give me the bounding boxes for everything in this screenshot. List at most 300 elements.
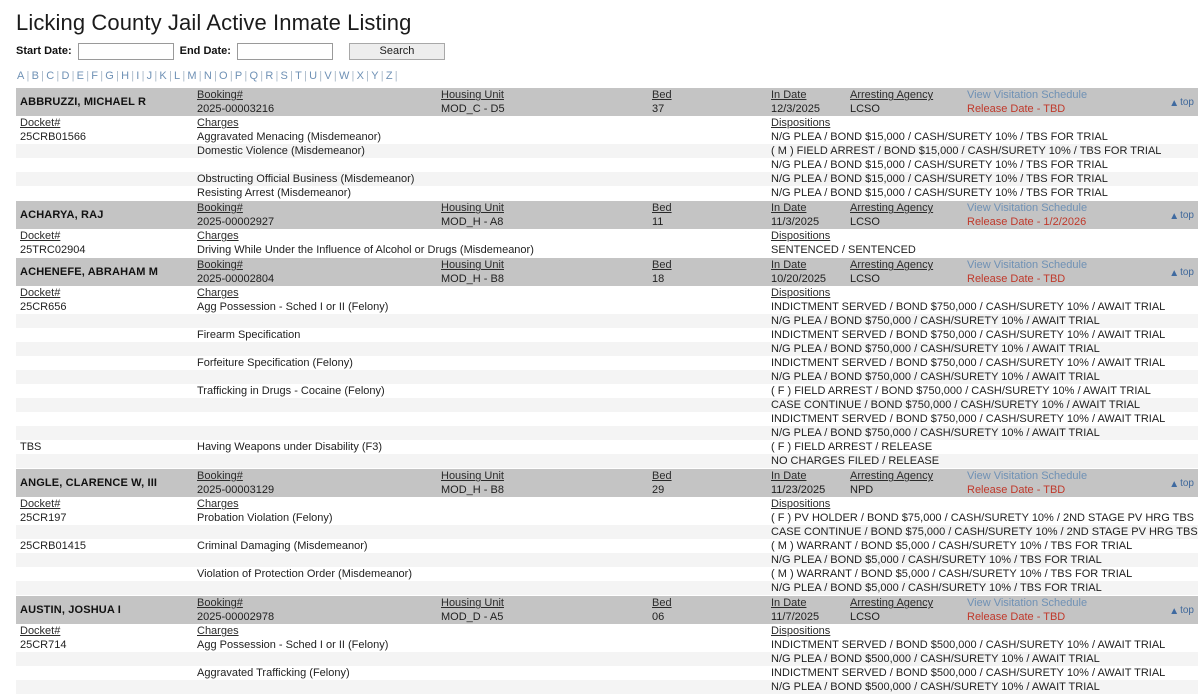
charges-column-header-label: Charges — [197, 230, 239, 243]
arresting-agency-column-header — [846, 88, 963, 103]
disposition-cell — [767, 314, 1198, 328]
charge-cell — [193, 440, 767, 454]
alpha-nav-letter-x[interactable]: X — [356, 70, 365, 83]
housing-unit-column-header-label: Housing Unit — [441, 597, 504, 610]
alpha-nav-separator: | — [168, 70, 172, 83]
booking-number-value — [193, 272, 437, 286]
docket-number-cell — [16, 398, 193, 412]
alpha-nav-separator: | — [198, 70, 202, 83]
view-visitation-schedule-link[interactable]: View Visitation Schedule — [967, 597, 1088, 610]
alpha-nav-letter-s[interactable]: S — [280, 70, 289, 83]
disposition-cell — [767, 553, 1198, 567]
disposition-text: CASE CONTINUE / BOND $750,000 / CASH/SURETY 10% / AWAIT TRIAL — [771, 399, 1141, 412]
in-date-value-text: 11/23/2025 — [771, 484, 826, 497]
back-to-top-cell[interactable] — [1140, 258, 1198, 287]
docket-number-cell — [16, 314, 193, 328]
housing-unit-value-text: MOD_H - B8 — [441, 273, 504, 286]
charge-cell — [193, 539, 767, 553]
inmate-name-cell — [16, 88, 193, 117]
booking-column-header — [193, 88, 437, 103]
inmate-banner-value-row — [16, 102, 1198, 116]
bed-column-header-label: Bed — [652, 597, 672, 610]
in-date-column-header-label: In Date — [771, 597, 807, 610]
alpha-nav-letter-z[interactable]: Z — [385, 70, 393, 83]
charge-cell — [193, 638, 767, 652]
search-button[interactable]: Search — [349, 43, 445, 60]
charge-cell — [193, 652, 767, 666]
disposition-text: N/G PLEA / BOND $15,000 / CASH/SURETY 10% / TBS FOR TRIAL — [771, 159, 1108, 172]
booking-column-header-label: Booking# — [197, 597, 243, 610]
alpha-nav-letter-p[interactable]: P — [234, 70, 243, 83]
in-date-value-text: 11/3/2025 — [771, 216, 820, 229]
charge-description: Domestic Violence (Misdemeanor) — [197, 145, 365, 158]
in-date-value-text: 11/7/2025 — [771, 611, 820, 624]
inmate-name: AUSTIN, JOSHUA I — [20, 604, 122, 617]
search-bar — [0, 41, 1200, 61]
arresting-agency-value — [846, 483, 963, 497]
disposition-text: INDICTMENT SERVED / BOND $500,000 / CASH/SURETY 10% / AWAIT TRIAL — [771, 639, 1166, 652]
dispositions-column-header — [767, 624, 1198, 638]
view-visitation-schedule-link[interactable]: View Visitation Schedule — [967, 259, 1088, 272]
view-visitation-schedule-cell[interactable] — [963, 469, 1140, 484]
disposition-cell — [767, 567, 1198, 581]
alpha-nav-separator: | — [71, 70, 75, 83]
charge-description: Having Weapons under Disability (F3) — [197, 441, 383, 454]
in-date-column-header-label: In Date — [771, 259, 807, 272]
housing-unit-column-header-label: Housing Unit — [441, 470, 504, 483]
alpha-nav-letter-t[interactable]: T — [295, 70, 303, 83]
charge-description: Obstructing Official Business (Misdemeanor) — [197, 173, 415, 186]
charge-cell — [193, 158, 767, 172]
inmate-banner-header-row — [16, 258, 1198, 273]
alpha-nav-letter-h[interactable]: H — [121, 70, 130, 83]
alpha-nav-separator: | — [304, 70, 308, 83]
back-to-top-label: top — [1180, 604, 1194, 616]
arresting-agency-value-text: LCSO — [850, 216, 880, 229]
charge-detail-row — [16, 680, 1198, 694]
alphabet-nav — [0, 61, 1200, 87]
housing-unit-column-header-label: Housing Unit — [441, 89, 504, 102]
arresting-agency-value — [846, 215, 963, 229]
disposition-cell — [767, 300, 1198, 314]
bed-value — [648, 215, 767, 229]
charge-cell — [193, 553, 767, 567]
view-visitation-schedule-cell[interactable] — [963, 88, 1140, 103]
back-to-top-link[interactable] — [1169, 210, 1194, 221]
charge-detail-row — [16, 539, 1198, 553]
docket-number-cell — [16, 440, 193, 454]
alpha-nav-letter-k[interactable]: K — [159, 70, 167, 83]
bed-column-header-label: Bed — [652, 470, 672, 483]
back-to-top-link[interactable] — [1169, 97, 1194, 108]
back-to-top-cell[interactable] — [1140, 88, 1198, 117]
housing-unit-value — [437, 215, 648, 229]
booking-column-header — [193, 258, 437, 273]
arresting-agency-column-header-label: Arresting Agency — [850, 89, 934, 102]
charge-cell — [193, 300, 767, 314]
docket-column-header — [16, 229, 193, 243]
charges-column-header — [193, 116, 767, 130]
dispositions-column-header-label: Dispositions — [771, 625, 831, 638]
charge-detail-row — [16, 454, 1198, 469]
alpha-nav-separator: | — [380, 70, 384, 83]
charge-description: Aggravated Trafficking (Felony) — [197, 667, 350, 680]
booking-column-header-label: Booking# — [197, 202, 243, 215]
alpha-nav-separator: | — [229, 70, 233, 83]
release-date-cell — [963, 610, 1140, 624]
charge-detail-row — [16, 186, 1198, 201]
housing-unit-column-header-label: Housing Unit — [441, 259, 504, 272]
alpha-nav-separator: | — [116, 70, 120, 83]
view-visitation-schedule-cell[interactable] — [963, 201, 1140, 216]
disposition-text: N/G PLEA / BOND $15,000 / CASH/SURETY 10% / TBS FOR TRIAL — [771, 187, 1108, 200]
in-date-column-header — [767, 469, 846, 484]
charge-description: Criminal Damaging (Misdemeanor) — [197, 540, 368, 553]
charge-cell — [193, 454, 767, 469]
charges-column-header — [193, 497, 767, 511]
release-date-cell — [963, 215, 1140, 229]
docket-number-cell — [16, 652, 193, 666]
release-date-value: Release Date - TBD — [967, 484, 1066, 497]
alpha-nav-letter-f[interactable]: F — [91, 70, 99, 83]
booking-number-value — [193, 102, 437, 116]
housing-unit-value-text: MOD_D - A5 — [441, 611, 504, 624]
docket-number-cell — [16, 426, 193, 440]
alpha-nav-letter-q[interactable]: Q — [249, 70, 259, 83]
charge-detail-row — [16, 398, 1198, 412]
in-date-value-text: 12/3/2025 — [771, 103, 820, 116]
docket-number-value: 25CR656 — [20, 301, 67, 314]
arresting-agency-value-text: NPD — [850, 484, 874, 497]
inmate-name-cell — [16, 201, 193, 230]
housing-unit-value — [437, 102, 648, 116]
in-date-value-text: 10/20/2025 — [771, 273, 827, 286]
view-visitation-schedule-cell[interactable] — [963, 596, 1140, 611]
alpha-nav-letter-y[interactable]: Y — [371, 70, 379, 83]
charge-description: Probation Violation (Felony) — [197, 512, 333, 525]
docket-number-value: 25CR714 — [20, 639, 67, 652]
charge-detail-row — [16, 172, 1198, 186]
view-visitation-schedule-cell[interactable] — [963, 258, 1140, 273]
bed-column-header-label: Bed — [652, 202, 672, 215]
charge-cell — [193, 370, 767, 384]
alpha-nav-letter-b[interactable]: B — [31, 70, 40, 83]
chevron-up-icon: ▲ — [1169, 97, 1180, 109]
dispositions-column-header — [767, 116, 1198, 130]
back-to-top-link[interactable] — [1169, 605, 1194, 616]
inmate-banner-value-row — [16, 610, 1198, 624]
alpha-nav-letter-j[interactable]: J — [146, 70, 153, 83]
disposition-text: ( M ) FIELD ARREST / BOND $15,000 / CASH/SURETY 10% / TBS FOR TRIAL — [771, 145, 1162, 158]
docket-column-header-label: Docket# — [20, 117, 61, 130]
detail-subheader-row — [16, 497, 1198, 511]
chevron-up-icon: ▲ — [1169, 605, 1180, 617]
bed-value-text: 11 — [652, 216, 664, 229]
alpha-nav-separator: | — [290, 70, 294, 83]
booking-column-header — [193, 201, 437, 216]
charge-detail-row — [16, 553, 1198, 567]
docket-column-header — [16, 286, 193, 300]
bed-column-header-label: Bed — [652, 89, 672, 102]
inmate-banner-header-row — [16, 596, 1198, 611]
alpha-nav-separator: | — [154, 70, 158, 83]
arresting-agency-value-text: LCSO — [850, 273, 880, 286]
charge-description: Forfeiture Specification (Felony) — [197, 357, 353, 370]
housing-unit-value-text: MOD_H - B8 — [441, 484, 504, 497]
charge-detail-row — [16, 370, 1198, 384]
disposition-text: N/G PLEA / BOND $750,000 / CASH/SURETY 10% / AWAIT TRIAL — [771, 343, 1100, 356]
alpha-nav-separator: | — [182, 70, 186, 83]
alpha-nav-letter-m[interactable]: M — [187, 70, 197, 83]
housing-unit-column-header — [437, 258, 648, 273]
booking-number-value-text: 2025-00002927 — [197, 216, 275, 229]
end-date-input[interactable] — [237, 43, 333, 60]
arresting-agency-column-header — [846, 201, 963, 216]
charges-column-header-label: Charges — [197, 287, 239, 300]
alpha-nav-separator: | — [213, 70, 218, 83]
bed-value-text: 29 — [652, 484, 665, 497]
disposition-text: N/G PLEA / BOND $750,000 / CASH/SURETY 10% / AWAIT TRIAL — [771, 427, 1100, 440]
in-date-value — [767, 102, 846, 116]
bed-value-text: 37 — [652, 103, 665, 116]
in-date-column-header — [767, 201, 846, 216]
alpha-nav-letter-u[interactable]: U — [309, 70, 318, 83]
arresting-agency-column-header — [846, 258, 963, 273]
charges-column-header-label: Charges — [197, 117, 239, 130]
charge-cell — [193, 567, 767, 581]
arresting-agency-column-header — [846, 596, 963, 611]
docket-number-cell — [16, 158, 193, 172]
back-to-top-cell[interactable] — [1140, 469, 1198, 498]
booking-number-value — [193, 215, 437, 229]
charge-description: Driving While Under the Influence of Alcohol or Drugs (Misdemeanor) — [197, 244, 534, 257]
docket-column-header-label: Docket# — [20, 287, 61, 300]
alpha-nav-letter-n[interactable]: N — [203, 70, 212, 83]
alpha-nav-separator: | — [141, 70, 145, 83]
disposition-cell — [767, 440, 1198, 454]
booking-number-value-text: 2025-00002804 — [197, 273, 275, 286]
charge-cell — [193, 328, 767, 342]
docket-number-cell — [16, 412, 193, 426]
disposition-text: N/G PLEA / BOND $500,000 / CASH/SURETY 10% / AWAIT TRIAL — [771, 653, 1100, 666]
back-to-top-label: top — [1180, 96, 1194, 108]
alpha-nav-letter-g[interactable]: G — [105, 70, 115, 83]
charges-column-header — [193, 624, 767, 638]
disposition-cell — [767, 328, 1198, 342]
disposition-text: N/G PLEA / BOND $5,000 / CASH/SURETY 10% / TBS FOR TRIAL — [771, 554, 1102, 567]
alpha-nav-separator: | — [319, 70, 323, 83]
release-date-value: Release Date - TBD — [967, 611, 1066, 624]
disposition-text: INDICTMENT SERVED / BOND $750,000 / CASH/SURETY 10% / AWAIT TRIAL — [771, 413, 1166, 426]
charges-column-header — [193, 286, 767, 300]
charge-cell — [193, 666, 767, 680]
docket-number-cell — [16, 172, 193, 186]
disposition-cell — [767, 342, 1198, 356]
charge-description: Resisting Arrest (Misdemeanor) — [197, 187, 352, 200]
start-date-label: Start Date: — [16, 45, 72, 58]
bed-value — [648, 610, 767, 624]
alpha-nav-letter-o[interactable]: O — [219, 70, 228, 83]
charge-description: Violation of Protection Order (Misdemeanor) — [197, 568, 413, 581]
charge-cell — [193, 356, 767, 370]
detail-subheader-row — [16, 286, 1198, 300]
in-date-column-header — [767, 258, 846, 273]
bed-value-text: 06 — [652, 611, 665, 624]
charge-cell — [193, 186, 767, 201]
booking-column-header-label: Booking# — [197, 259, 243, 272]
bed-value — [648, 102, 767, 116]
view-visitation-schedule-link[interactable]: View Visitation Schedule — [967, 89, 1088, 102]
release-date-cell — [963, 102, 1140, 116]
docket-column-header — [16, 116, 193, 130]
arresting-agency-value — [846, 610, 963, 624]
inmate-banner-header-row — [16, 469, 1198, 484]
housing-unit-column-header — [437, 469, 648, 484]
back-to-top-label: top — [1180, 266, 1194, 278]
charge-cell — [193, 243, 767, 258]
disposition-text: ( F ) FIELD ARREST / BOND $750,000 / CASH/SURETY 10% / AWAIT TRIAL — [771, 385, 1151, 398]
chevron-up-icon: ▲ — [1169, 210, 1180, 222]
docket-number-value: 25CRB01566 — [20, 131, 87, 144]
alpha-nav-letter-c[interactable]: C — [46, 70, 55, 83]
housing-unit-value-text: MOD_C - D5 — [441, 103, 505, 116]
docket-number-cell — [16, 300, 193, 314]
housing-unit-column-header-label: Housing Unit — [441, 202, 504, 215]
disposition-text: INDICTMENT SERVED / BOND $750,000 / CASH/SURETY 10% / AWAIT TRIAL — [771, 329, 1166, 342]
charge-cell — [193, 384, 767, 398]
docket-column-header — [16, 624, 193, 638]
housing-unit-value — [437, 272, 648, 286]
charge-detail-row — [16, 426, 1198, 440]
back-to-top-link[interactable] — [1169, 267, 1194, 278]
disposition-cell — [767, 356, 1198, 370]
view-visitation-schedule-link[interactable]: View Visitation Schedule — [967, 202, 1088, 215]
charge-detail-row — [16, 525, 1198, 539]
alpha-nav-separator: | — [26, 70, 30, 83]
arresting-agency-value-text: LCSO — [850, 611, 880, 624]
charge-cell — [193, 314, 767, 328]
charges-column-header-label: Charges — [197, 498, 239, 511]
disposition-cell — [767, 398, 1198, 412]
docket-number-cell — [16, 342, 193, 356]
alpha-nav-separator: | — [333, 70, 337, 83]
chevron-up-icon: ▲ — [1169, 267, 1180, 279]
disposition-cell — [767, 511, 1198, 525]
charge-cell — [193, 130, 767, 144]
charge-cell — [193, 398, 767, 412]
charge-detail-row — [16, 342, 1198, 356]
in-date-column-header — [767, 596, 846, 611]
bed-column-header — [648, 258, 767, 273]
inmate-name-cell — [16, 469, 193, 498]
charge-cell — [193, 426, 767, 440]
docket-number-cell — [16, 525, 193, 539]
inmate-name: ABBRUZZI, MICHAEL R — [20, 96, 147, 109]
bed-value-text: 18 — [652, 273, 665, 286]
dispositions-column-header — [767, 229, 1198, 243]
dispositions-column-header-label: Dispositions — [771, 230, 831, 243]
alpha-nav-letter-v[interactable]: V — [324, 70, 332, 83]
arresting-agency-column-header-label: Arresting Agency — [850, 597, 934, 610]
disposition-text: ( F ) FIELD ARREST / RELEASE — [771, 441, 933, 454]
docket-number-cell — [16, 454, 193, 469]
charge-detail-row — [16, 511, 1198, 525]
charge-cell — [193, 525, 767, 539]
charge-detail-row — [16, 314, 1198, 328]
disposition-cell — [767, 638, 1198, 652]
docket-number-cell — [16, 581, 193, 596]
inmate-banner-value-row — [16, 215, 1198, 229]
alpha-nav-letter-a[interactable]: A — [17, 70, 25, 83]
dispositions-column-header-label: Dispositions — [771, 498, 831, 511]
in-date-column-header-label: In Date — [771, 202, 807, 215]
charge-description: Agg Possession - Sched I or II (Felony) — [197, 639, 389, 652]
docket-number-cell — [16, 186, 193, 201]
disposition-cell — [767, 384, 1198, 398]
arresting-agency-value — [846, 102, 963, 116]
disposition-text: INDICTMENT SERVED / BOND $750,000 / CASH/SURETY 10% / AWAIT TRIAL — [771, 301, 1166, 314]
booking-column-header-label: Booking# — [197, 89, 243, 102]
detail-subheader-row — [16, 116, 1198, 130]
charge-detail-row — [16, 144, 1198, 158]
view-visitation-schedule-link[interactable]: View Visitation Schedule — [967, 470, 1088, 483]
alpha-nav-letter-l[interactable]: L — [174, 70, 181, 83]
docket-number-cell — [16, 384, 193, 398]
disposition-text: CASE CONTINUE / BOND $75,000 / CASH/SURETY 10% / 2ND STAGE PV HRG TBS — [771, 526, 1198, 539]
booking-number-value-text: 2025-00003129 — [197, 484, 275, 497]
alpha-nav-separator: | — [244, 70, 248, 83]
alpha-nav-letter-d[interactable]: D — [61, 70, 70, 83]
docket-number-cell — [16, 130, 193, 144]
disposition-cell — [767, 144, 1198, 158]
booking-column-header — [193, 596, 437, 611]
alpha-nav-separator: | — [100, 70, 104, 83]
alpha-nav-separator: | — [41, 70, 45, 83]
dispositions-column-header — [767, 497, 1198, 511]
inmate-name: ANGLE, CLARENCE W, III — [20, 477, 158, 490]
docket-number-cell — [16, 144, 193, 158]
charge-cell — [193, 172, 767, 186]
back-to-top-cell[interactable] — [1140, 201, 1198, 230]
docket-number-value: 25CRB01415 — [20, 540, 87, 553]
alpha-nav-letter-w[interactable]: W — [338, 70, 350, 83]
charge-cell — [193, 412, 767, 426]
charge-detail-row — [16, 158, 1198, 172]
disposition-text: SENTENCED / SENTENCED — [771, 244, 916, 257]
start-date-input[interactable] — [78, 43, 174, 60]
back-to-top-link[interactable] — [1169, 478, 1194, 489]
disposition-text: N/G PLEA / BOND $750,000 / CASH/SURETY 10% / AWAIT TRIAL — [771, 315, 1100, 328]
in-date-value — [767, 483, 846, 497]
disposition-text: ( M ) WARRANT / BOND $5,000 / CASH/SURETY 10% / TBS FOR TRIAL — [771, 568, 1133, 581]
docket-number-value: TBS — [20, 441, 42, 454]
alpha-nav-letter-e[interactable]: E — [76, 70, 85, 83]
disposition-text: INDICTMENT SERVED / BOND $750,000 / CASH/SURETY 10% / AWAIT TRIAL — [771, 357, 1166, 370]
disposition-text: N/G PLEA / BOND $500,000 / CASH/SURETY 10% / AWAIT TRIAL — [771, 681, 1100, 694]
alpha-nav-letter-r[interactable]: R — [265, 70, 274, 83]
bed-value — [648, 483, 767, 497]
alpha-nav-letter-i[interactable]: I — [136, 70, 140, 83]
docket-number-value: 25CR197 — [20, 512, 67, 525]
disposition-cell — [767, 370, 1198, 384]
housing-unit-value — [437, 483, 648, 497]
chevron-up-icon: ▲ — [1169, 478, 1180, 490]
end-date-label: End Date: — [179, 45, 231, 58]
charge-description: Agg Possession - Sched I or II (Felony) — [197, 301, 389, 314]
back-to-top-label: top — [1180, 209, 1194, 221]
charges-column-header — [193, 229, 767, 243]
dispositions-column-header-label: Dispositions — [771, 117, 831, 130]
